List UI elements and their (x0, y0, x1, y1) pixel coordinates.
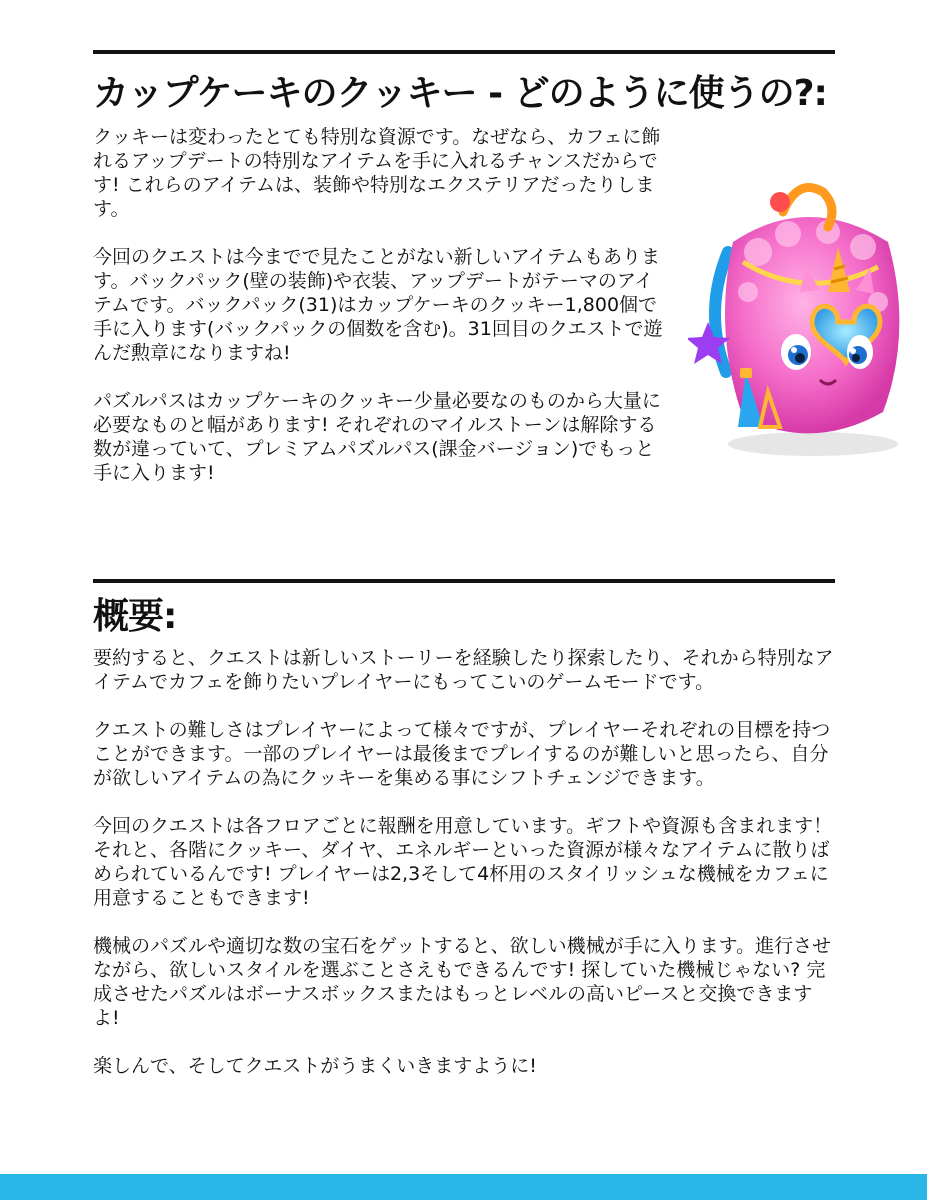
summary-text (93, 646, 835, 1102)
middle-divider (93, 579, 835, 583)
paragraph: パズルパスはカップケーキのクッキー少量必要なのものから大量に必要なものと幅があります! それぞれのマイルストーンは解除する数が違っていて、プレミアムパズルパス(課金バージョン)でもっと手に入ります! (93, 390, 661, 484)
paragraph: クエストの難しさはプレイヤーによって様々ですが、プレイヤーそれぞれの目標を持つことができます。一部のプレイヤーは最後までプレイするのが難しいと思ったら、自分が欲しいアイテムの為にクッキーを集める事にシフトチェンジできます。 (93, 719, 831, 789)
unicorn-backpack-illustration (688, 172, 913, 462)
footer-bar (0, 1174, 927, 1200)
paragraph: 今回のクエストは今までで見たことがない新しいアイテムもあります。バックパック(壁の装飾)や衣装、アップデートがテーマのアイテムです。バックパック(31)はカップケーキのクッキー1,800個で手に入ります(バックパックの個数を含む)。31回目のクエストで遊んだ勲章になりますね! (93, 246, 663, 364)
paragraph: 機械のパズルや適切な数の宝石をゲットすると、欲しい機械が手に入ります。進行させながら、欲しいスタイルを選ぶことさえもできるんです! 探していた機械じゃない? 完成させたパズルはボーナスボックスまたはもっとレベルの高いピースと交換できますよ! (93, 935, 832, 1029)
section-title-summary: 概要: (93, 596, 177, 637)
paragraph: 楽しんで、そしてクエストがうまくいきますように! (93, 1055, 537, 1077)
section-title-cookie-usage: カップケーキのクッキー - どのように使うの?: (93, 73, 827, 114)
intro-text (93, 125, 668, 509)
paragraph: クッキーは変わったとても特別な資源です。なぜなら、カフェに飾れるアップデートの特別なアイテムを手に入れるチャンスだからです! これらのアイテムは、装飾や特別なエクステリアだったりします。 (93, 126, 661, 220)
paragraph: 今回のクエストは各フロアごとに報酬を用意しています。ギフトや資源も含まれます！それと、各階にクッキー、ダイヤ、エネルギーといった資源が様々なアイテムに散りばめられているんです! プレイヤーは2,3そして4杯用のスタイリッシュな機械をカフェに用意することもできます! (93, 815, 833, 909)
paragraph: 要約すると、クエストは新しいストーリーを経験したり探索したり、それから特別なアイテムでカフェを飾りたいプレイヤーにもってこいのゲームモードです。 (93, 647, 834, 693)
top-divider (93, 50, 835, 54)
